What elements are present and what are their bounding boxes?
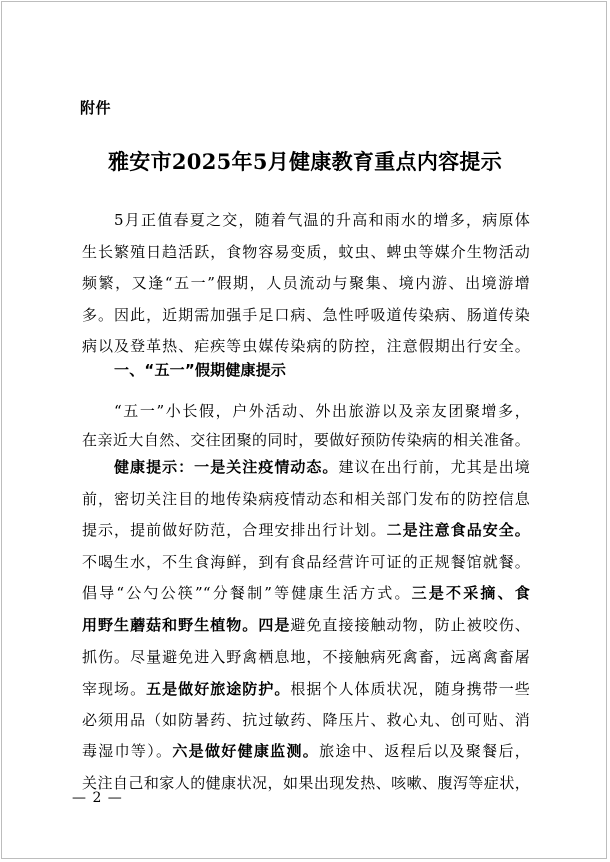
- body-line: 病以及登革热、疟疾等虫媒传染病的防控，注意假期出行安全。: [82, 337, 530, 355]
- body-line: 关注自己和家人的健康状况，如果出现发热、咳嗽、腹泻等症状，: [82, 774, 530, 792]
- bold-text: 用野生蘑菇和野生植物。四是: [82, 616, 291, 634]
- normal-text: 毒湿巾等）。: [82, 742, 173, 760]
- body-line: “五一”小长假，户外活动、外出旅游以及亲友团聚增多，: [114, 402, 530, 420]
- body-line: [82, 612, 530, 638]
- bold-text: 健康提示：一是关注疫情动态。: [114, 458, 339, 476]
- normal-text: 建议在出行前，尤其是出境: [338, 458, 530, 476]
- body-line: 在亲近大自然、交往团聚的同时，要做好预防传染病的相关准备。: [82, 431, 530, 449]
- body-line: 必须用品（如防暑药、抗过敏药、降压片、救心丸、创可贴、消: [82, 711, 530, 729]
- body-line: 前，密切关注目的地传染病疫情动态和相关部门发布的防控信息: [82, 490, 530, 508]
- body-line: [82, 676, 530, 702]
- normal-text: 倡导“公勺公筷”“分餐制”等健康生活方式。: [82, 584, 412, 602]
- body-line: [82, 517, 530, 543]
- body-line: 抓伤。尽量避免进入野禽栖息地，不接触病死禽畜，远离禽畜屠: [82, 648, 530, 666]
- body-line: 不喝生水，不生食海鲜，到有食品经营许可证的正规餐馆就餐。: [82, 553, 530, 571]
- document-title: 雅安市2025年5月健康教育重点内容提示: [107, 149, 503, 174]
- bold-text: 六是做好健康监测。: [172, 742, 320, 760]
- body-line: [82, 738, 530, 764]
- normal-text: 根据个人体质状况，随身携带一些: [290, 680, 530, 698]
- bold-text: 三是不采摘、食: [411, 584, 530, 602]
- attachment-label: 附件: [80, 99, 112, 117]
- body-line: 生长繁殖日趋活跃，食物容易变质，蚊虫、蜱虫等媒介生物活动: [82, 243, 530, 261]
- page-number: — 2 —: [72, 790, 123, 806]
- body-line: 频繁，又逢“五一”假期，人员流动与聚集、境内游、出境游增: [82, 274, 530, 292]
- body-line: [82, 454, 530, 480]
- normal-text: 宰现场。: [82, 680, 147, 698]
- bold-text: 二是注意食品安全。: [386, 521, 530, 539]
- section-heading: 一、“五一”假期健康提示: [114, 361, 287, 379]
- body-line: 多。因此，近期需加强手足口病、急性呼吸道传染病、肠道传染: [82, 306, 530, 324]
- normal-text: 避免直接接触动物，防止被咬伤、: [290, 616, 530, 634]
- normal-text: 旅途中、返程后以及聚餐后，: [319, 742, 530, 760]
- normal-text: 提示，提前做好防范，合理安排出行计划。: [82, 521, 387, 539]
- body-line: [82, 580, 530, 606]
- bold-text: 五是做好旅途防护。: [146, 680, 291, 698]
- body-line: 5月正值春夏之交，随着气温的升高和雨水的增多，病原体: [114, 211, 530, 229]
